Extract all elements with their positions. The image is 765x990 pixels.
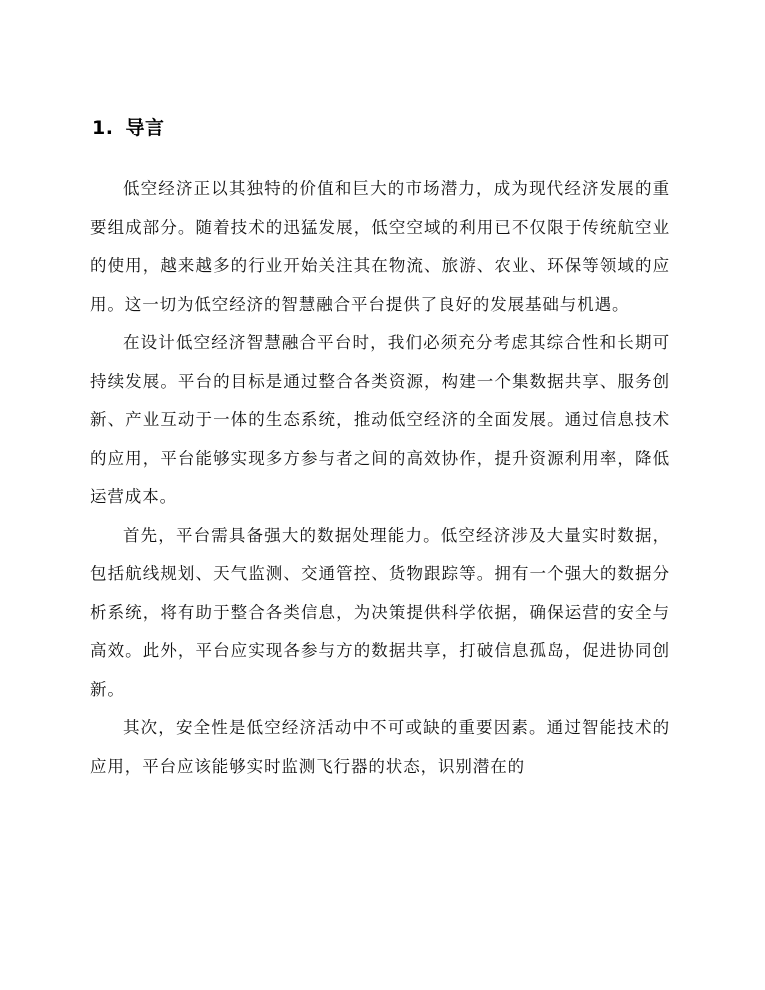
paragraph-platform-design: 在设计低空经济智慧融合平台时，我们必须充分考虑其综合性和长期可持续发展。平台的目标是通过整合各类资源，构建一个集数据共享、服务创新、产业互动于一体的生态系统，推动低空经济的全面发展。通过信息技术的应用，平台能够实现多方参与者之间的高效协作，提升资源利用率，降低运营成本。 bbox=[90, 333, 670, 506]
section-body bbox=[90, 170, 670, 786]
paragraph-data-processing: 首先，平台需具备强大的数据处理能力。低空经济涉及大量实时数据，包括航线规划、天气监测、交通管控、货物跟踪等。拥有一个强大的数据分析系统，将有助于整合各类信息，为决策提供科学依据，确保运营的安全与高效。此外，平台应实现各参与方的数据共享，打破信息孤岛，促进协同创新。 bbox=[90, 525, 670, 699]
section-number: 1. bbox=[92, 117, 114, 139]
section-title: 导言 bbox=[125, 117, 165, 139]
section-heading bbox=[92, 113, 164, 140]
paragraph-safety: 其次，安全性是低空经济活动中不可或缺的重要因素。通过智能技术的应用，平台应该能够实时监测飞行器的状态，识别潜在的 bbox=[90, 718, 670, 776]
paragraph-intro: 低空经济正以其独特的价值和巨大的市场潜力，成为现代经济发展的重要组成部分。随着技术的迅猛发展，低空空域的利用已不仅限于传统航空业的使用，越来越多的行业开始关注其在物流、旅游、农业、环保等领域的应用。这一切为低空经济的智慧融合平台提供了良好的发展基础与机遇。 bbox=[90, 179, 670, 314]
